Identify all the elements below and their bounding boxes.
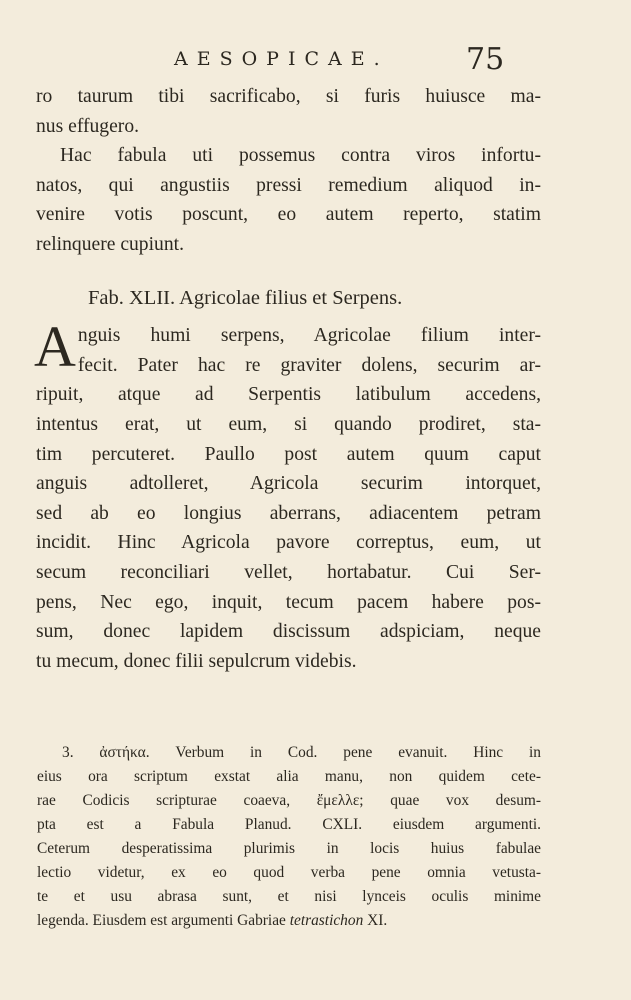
previous-fable-ending <box>36 82 541 141</box>
drop-cap: A <box>34 314 76 380</box>
text-line: tim percuteret. Paullo post autem quum caput <box>36 443 541 465</box>
footnote-line: 3. ἀστήκα. Verbum in Cod. pene evanuit. Hinc in <box>62 744 541 761</box>
footnote-line: lectio videtur, ex eo quod verba pene omnia vetusta- <box>37 864 541 881</box>
running-title: AESOPICAE. <box>174 48 389 70</box>
footnote-line: te et usu abrasa sunt, et nisi lynceis oculis minime <box>37 888 541 905</box>
footnote-line: rae Codicis scripturae coaeva, ἔμελλε; quae vox desum- <box>37 792 541 809</box>
footnote-line: Ceterum desperatissima plurimis in locis huius fabulae <box>37 840 541 857</box>
text-line: venire votis poscunt, eo autem reperto, statim <box>36 204 541 226</box>
text-line: anguis adtolleret, Agricola securim intorquet, <box>36 473 541 495</box>
fable-paragraph <box>34 314 541 676</box>
text-line: ro taurum tibi sacrificabo, si furis huiusce ma- <box>36 86 541 107</box>
text-line: natos, qui angustiis pressi remedium aliquod in- <box>36 174 541 196</box>
page-number: 75 <box>466 42 505 77</box>
fable-title: Fab. XLII. Agricolae filius et Serpens. <box>88 286 403 309</box>
footnote-line: eius ora scriptum exstat alia manu, non quidem cete- <box>37 768 541 785</box>
moral-paragraph <box>36 141 541 259</box>
text-line: sed ab eo longius aberrans, adiacentem petram <box>36 502 541 524</box>
text-line: relinquere cupiunt. <box>36 233 184 255</box>
text-line: secum reconciliari vellet, hortabatur. Cui Ser- <box>36 561 541 583</box>
text-line: tu mecum, donec filii sepulcrum videbis. <box>36 650 357 672</box>
footnote-text: XI. <box>363 912 388 929</box>
footnote-line <box>37 909 541 933</box>
text-line: ripuit, atque ad Serpentis latibulum accedens, <box>36 384 541 406</box>
main-text <box>36 82 541 676</box>
text-line: fecit. Pater hac re graviter dolens, securim ar- <box>77 354 541 376</box>
footnote-text: legenda. Eiusdem est argumenti Gabriae <box>37 912 290 929</box>
text-line: nguis humi serpens, Agricolae filium inter- <box>77 325 541 347</box>
text-line: nus effugero. <box>36 115 140 137</box>
footnote-italic: tetrastichon <box>289 912 364 929</box>
text-line: pens, Nec ego, inquit, tecum pacem habere pos- <box>36 591 541 613</box>
footnote-line: pta est a Fabula Planud. CXLI. eiusdem argumenti. <box>37 816 541 833</box>
text-line: intentus erat, ut eum, si quando prodiret, sta- <box>36 413 541 435</box>
text-line: sum, donec lapidem discissum adspiciam, neque <box>36 621 541 643</box>
text-line: incidit. Hinc Agricola pavore correptus, eum, ut <box>36 532 541 554</box>
text-line: Hac fabula uti possemus contra viros infortu- <box>60 145 541 167</box>
footnote <box>37 741 541 933</box>
